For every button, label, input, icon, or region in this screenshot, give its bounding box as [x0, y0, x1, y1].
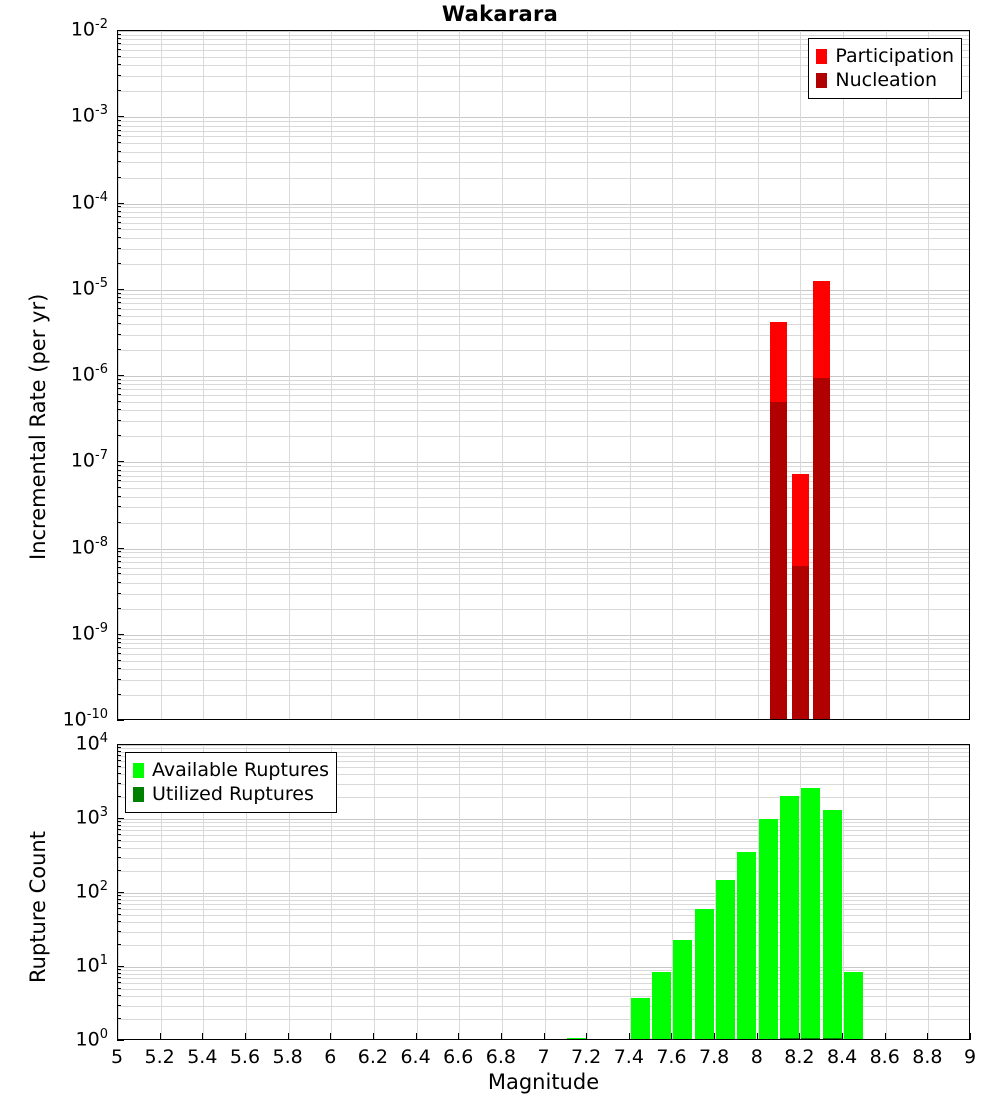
x-tick-mark — [160, 1033, 161, 1040]
top-y-minor-tick — [117, 694, 121, 695]
bottom-y-minor-tick — [117, 783, 121, 784]
x-tick-label: 7.4 — [613, 1046, 644, 1068]
bottom-y-minor-tick — [117, 921, 121, 922]
bottom-plot-panel — [117, 744, 970, 1040]
gridline-vertical — [672, 31, 673, 719]
top-y-minor-tick — [117, 161, 121, 162]
top-y-minor-tick — [117, 297, 121, 298]
top-y-tick-label: $10^{-10}$ — [62, 707, 108, 731]
top-y-minor-tick — [117, 567, 121, 568]
bottom-y-minor-tick — [117, 895, 121, 896]
top-y-minor-tick — [117, 75, 121, 76]
legend-label: Participation — [835, 44, 954, 67]
top-y-minor-tick — [117, 642, 121, 643]
gridline-vertical — [886, 31, 887, 719]
bar-available-ruptures — [652, 972, 671, 1039]
x-tick-label: 6.2 — [357, 1046, 388, 1068]
top-y-minor-tick — [117, 647, 121, 648]
x-tick-mark — [714, 1033, 715, 1040]
top-y-tick-label: $10^{-8}$ — [70, 534, 108, 558]
x-tick-mark — [970, 1033, 971, 1040]
bottom-y-minor-tick — [117, 903, 121, 904]
x-axis-title: Magnitude — [487, 1070, 600, 1094]
top-y-minor-tick — [117, 135, 121, 136]
legend-label: Utilized Ruptures — [152, 782, 314, 805]
gridline-vertical — [203, 31, 204, 719]
x-tick-mark — [416, 1033, 417, 1040]
top-y-tick-mark — [117, 289, 124, 290]
top-y-minor-tick — [117, 388, 121, 389]
legend-top — [808, 38, 962, 99]
top-y-minor-tick — [117, 263, 121, 264]
x-tick-mark — [842, 1033, 843, 1040]
bottom-y-tick-mark — [117, 818, 124, 819]
gridline-vertical — [843, 31, 844, 719]
top-y-minor-tick — [117, 237, 121, 238]
top-y-minor-tick — [117, 38, 121, 39]
x-tick-mark — [202, 1033, 203, 1040]
top-y-minor-tick — [117, 582, 121, 583]
top-y-tick-label: $10^{-7}$ — [70, 448, 108, 472]
bottom-y-axis-title: Rupture Count — [26, 831, 50, 983]
top-y-minor-tick — [117, 556, 121, 557]
gridline-vertical — [502, 31, 503, 719]
top-y-tick-mark — [117, 461, 124, 462]
top-y-minor-tick — [117, 228, 121, 229]
x-tick-label: 7 — [537, 1046, 550, 1068]
bottom-y-tick-mark — [117, 966, 124, 967]
top-y-minor-tick — [117, 608, 121, 609]
x-tick-mark — [885, 1033, 886, 1040]
top-y-minor-tick — [117, 383, 121, 384]
bar-available-ruptures — [673, 940, 692, 1039]
bottom-y-minor-tick — [117, 931, 121, 932]
top-y-minor-tick — [117, 216, 121, 217]
top-y-tick-mark — [117, 548, 124, 549]
top-y-minor-tick — [117, 506, 121, 507]
bottom-y-minor-tick — [117, 773, 121, 774]
top-y-minor-tick — [117, 125, 121, 126]
x-tick-label: 5 — [110, 1046, 124, 1068]
top-y-tick-mark — [117, 375, 124, 376]
top-y-minor-tick — [117, 315, 121, 316]
page-title: Wakarara — [441, 2, 559, 26]
top-y-minor-tick — [117, 401, 121, 402]
bottom-y-minor-tick — [117, 973, 121, 974]
x-tick-label: 5.6 — [229, 1046, 261, 1068]
bar-available-ruptures — [759, 819, 778, 1039]
bottom-y-minor-tick — [117, 825, 121, 826]
x-tick-label: 8.6 — [869, 1046, 900, 1068]
x-tick-mark — [927, 1033, 928, 1040]
top-y-minor-tick — [117, 222, 121, 223]
bar-available-ruptures — [695, 909, 714, 1039]
x-tick-mark — [330, 1033, 331, 1040]
bar-nucleation — [770, 402, 787, 719]
top-y-minor-tick — [117, 34, 121, 35]
bottom-y-minor-tick — [117, 908, 121, 909]
legend-label: Nucleation — [835, 68, 938, 91]
bottom-y-minor-tick — [117, 969, 121, 970]
bar-available-ruptures — [737, 852, 756, 1039]
bottom-y-minor-tick — [117, 982, 121, 983]
gridline-vertical — [886, 745, 887, 1039]
legend-swatch-available-ruptures — [133, 763, 144, 778]
bottom-y-tick-label: $10^1$ — [75, 953, 108, 977]
x-tick-mark — [544, 1033, 545, 1040]
bottom-y-minor-tick — [117, 796, 121, 797]
top-y-minor-tick — [117, 487, 121, 488]
top-y-minor-tick — [117, 379, 121, 380]
top-y-tick-mark — [117, 116, 124, 117]
x-tick-mark — [586, 1033, 587, 1040]
x-tick-label: 6 — [324, 1046, 337, 1068]
x-tick-label: 5.2 — [144, 1046, 175, 1068]
bottom-y-tick-mark — [117, 744, 124, 745]
bottom-y-tick-label: $10^3$ — [75, 805, 108, 829]
top-y-minor-tick — [117, 151, 121, 152]
x-tick-mark — [501, 1033, 502, 1040]
top-y-tick-mark — [117, 30, 124, 31]
bottom-y-minor-tick — [117, 840, 121, 841]
x-tick-mark — [629, 1033, 630, 1040]
top-y-minor-tick — [117, 206, 121, 207]
bar-nucleation — [792, 566, 809, 719]
top-y-tick-label: $10^{-4}$ — [70, 189, 108, 213]
x-tick-mark — [799, 1033, 800, 1040]
top-y-minor-tick — [117, 470, 121, 471]
x-tick-label: 6.6 — [443, 1046, 474, 1068]
top-y-axis-title: Incremental Rate (per yr) — [26, 293, 50, 560]
top-y-minor-tick — [117, 177, 121, 178]
bar-available-ruptures — [823, 810, 842, 1039]
top-y-minor-tick — [117, 435, 121, 436]
legend-item — [816, 68, 954, 92]
bottom-y-minor-tick — [117, 914, 121, 915]
gridline-vertical — [374, 745, 375, 1039]
bottom-y-minor-tick — [117, 944, 121, 945]
x-tick-mark — [288, 1033, 289, 1040]
bottom-y-minor-tick — [117, 821, 121, 822]
bar-nucleation — [813, 378, 830, 719]
bottom-y-tick-mark — [117, 892, 124, 893]
gridline-vertical — [374, 31, 375, 719]
bar-utilized-ruptures — [823, 1038, 842, 1039]
bottom-y-minor-tick — [117, 755, 121, 756]
top-y-minor-tick — [117, 653, 121, 654]
top-y-tick-mark — [117, 634, 124, 635]
top-y-minor-tick — [117, 394, 121, 395]
legend-swatch-nucleation — [816, 73, 827, 88]
gridline-vertical — [928, 745, 929, 1039]
bottom-y-minor-tick — [117, 988, 121, 989]
gridline-vertical — [630, 745, 631, 1039]
bottom-y-minor-tick — [117, 995, 121, 996]
top-y-tick-label: $10^{-5}$ — [70, 275, 108, 300]
legend-item — [133, 758, 329, 782]
bar-available-ruptures — [567, 1038, 586, 1039]
gridline-vertical — [715, 31, 716, 719]
legend-label: Available Ruptures — [152, 758, 329, 781]
top-y-minor-tick — [117, 349, 121, 350]
top-y-minor-tick — [117, 248, 121, 249]
bar-utilized-ruptures — [780, 1038, 799, 1039]
gridline-vertical — [459, 745, 460, 1039]
x-tick-mark — [245, 1033, 246, 1040]
x-tick-mark — [671, 1033, 672, 1040]
gridline-vertical — [587, 745, 588, 1039]
top-y-minor-tick — [117, 49, 121, 50]
top-y-tick-label: $10^{-6}$ — [70, 362, 108, 386]
top-y-minor-tick — [117, 551, 121, 552]
bottom-y-minor-tick — [117, 847, 121, 848]
top-y-minor-tick — [117, 43, 121, 44]
top-y-minor-tick — [117, 660, 121, 661]
x-tick-label: 8.2 — [784, 1046, 815, 1068]
top-y-minor-tick — [117, 302, 121, 303]
x-tick-mark — [117, 1033, 118, 1040]
top-y-minor-tick — [117, 323, 121, 324]
bottom-y-minor-tick — [117, 977, 121, 978]
x-tick-label: 9 — [963, 1046, 977, 1068]
top-y-minor-tick — [117, 130, 121, 131]
bottom-y-tick-mark — [117, 1040, 124, 1041]
bottom-y-minor-tick — [117, 870, 121, 871]
bar-available-ruptures — [844, 972, 863, 1039]
bar-utilized-ruptures — [801, 1038, 820, 1039]
gridline-vertical — [289, 31, 290, 719]
gridline-vertical — [417, 31, 418, 719]
top-y-tick-label: $10^{-2}$ — [70, 17, 108, 41]
x-tick-mark — [373, 1033, 374, 1040]
x-tick-label: 6.4 — [400, 1046, 431, 1068]
top-plot-area — [118, 31, 969, 719]
top-y-minor-tick — [117, 308, 121, 309]
bar-available-ruptures — [716, 880, 735, 1039]
top-y-minor-tick — [117, 496, 121, 497]
legend-item — [133, 782, 329, 806]
bottom-y-minor-tick — [117, 899, 121, 900]
top-y-minor-tick — [117, 334, 121, 335]
top-y-minor-tick — [117, 522, 121, 523]
top-y-tick-label: $10^{-3}$ — [70, 103, 108, 127]
gridline-vertical — [758, 31, 759, 719]
top-y-minor-tick — [117, 120, 121, 121]
top-y-minor-tick — [117, 64, 121, 65]
x-tick-label: 8.4 — [826, 1046, 858, 1068]
gridline-vertical — [246, 31, 247, 719]
x-tick-mark — [458, 1033, 459, 1040]
bar-available-ruptures — [631, 998, 650, 1039]
top-y-minor-tick — [117, 420, 121, 421]
x-tick-label: 5.4 — [187, 1046, 218, 1068]
top-y-minor-tick — [117, 573, 121, 574]
bottom-y-tick-label: $10^4$ — [75, 731, 108, 755]
top-y-minor-tick — [117, 465, 121, 466]
bottom-y-minor-tick — [117, 1005, 121, 1006]
x-tick-mark — [757, 1033, 758, 1040]
top-y-minor-tick — [117, 211, 121, 212]
bottom-y-tick-label: $10^0$ — [75, 1027, 108, 1051]
top-y-minor-tick — [117, 561, 121, 562]
top-y-tick-mark — [117, 720, 124, 721]
gridline-vertical — [545, 31, 546, 719]
bar-available-ruptures — [780, 796, 799, 1039]
top-y-minor-tick — [117, 679, 121, 680]
legend-bottom — [125, 752, 337, 813]
bottom-y-minor-tick — [117, 834, 121, 835]
x-tick-label: 7.6 — [656, 1046, 687, 1068]
x-tick-label: 8 — [750, 1046, 763, 1068]
gridline-vertical — [417, 745, 418, 1039]
top-y-minor-tick — [117, 56, 121, 57]
gridline-vertical — [502, 745, 503, 1039]
legend-swatch-utilized-ruptures — [133, 787, 144, 802]
top-y-minor-tick — [117, 668, 121, 669]
bottom-y-tick-label: $10^2$ — [75, 879, 108, 903]
gridline-vertical — [587, 31, 588, 719]
top-y-tick-label: $10^{-9}$ — [70, 620, 108, 645]
top-y-tick-mark — [117, 203, 124, 204]
top-y-minor-tick — [117, 480, 121, 481]
gridline-vertical — [331, 31, 332, 719]
x-tick-label: 6.8 — [485, 1046, 516, 1068]
top-y-minor-tick — [117, 90, 121, 91]
x-tick-label: 8.8 — [912, 1046, 943, 1068]
legend-item — [816, 44, 954, 68]
top-y-minor-tick — [117, 142, 121, 143]
legend-swatch-participation — [816, 49, 827, 64]
gridline-vertical — [459, 31, 460, 719]
bottom-y-minor-tick — [117, 766, 121, 767]
top-y-minor-tick — [117, 638, 121, 639]
bottom-y-minor-tick — [117, 1018, 121, 1019]
top-y-minor-tick — [117, 409, 121, 410]
bottom-y-minor-tick — [117, 857, 121, 858]
gridline-vertical — [161, 31, 162, 719]
top-plot-panel — [117, 30, 970, 720]
gridline-vertical — [545, 745, 546, 1039]
gridline-vertical — [928, 31, 929, 719]
x-tick-label: 7.2 — [571, 1046, 602, 1068]
x-tick-label: 5.8 — [272, 1046, 303, 1068]
top-y-minor-tick — [117, 475, 121, 476]
top-y-minor-tick — [117, 593, 121, 594]
bottom-y-minor-tick — [117, 751, 121, 752]
bottom-y-minor-tick — [117, 829, 121, 830]
bottom-y-minor-tick — [117, 760, 121, 761]
gridline-vertical — [630, 31, 631, 719]
bottom-y-minor-tick — [117, 747, 121, 748]
top-y-minor-tick — [117, 293, 121, 294]
x-tick-label: 7.8 — [698, 1046, 730, 1068]
bar-available-ruptures — [801, 788, 820, 1039]
